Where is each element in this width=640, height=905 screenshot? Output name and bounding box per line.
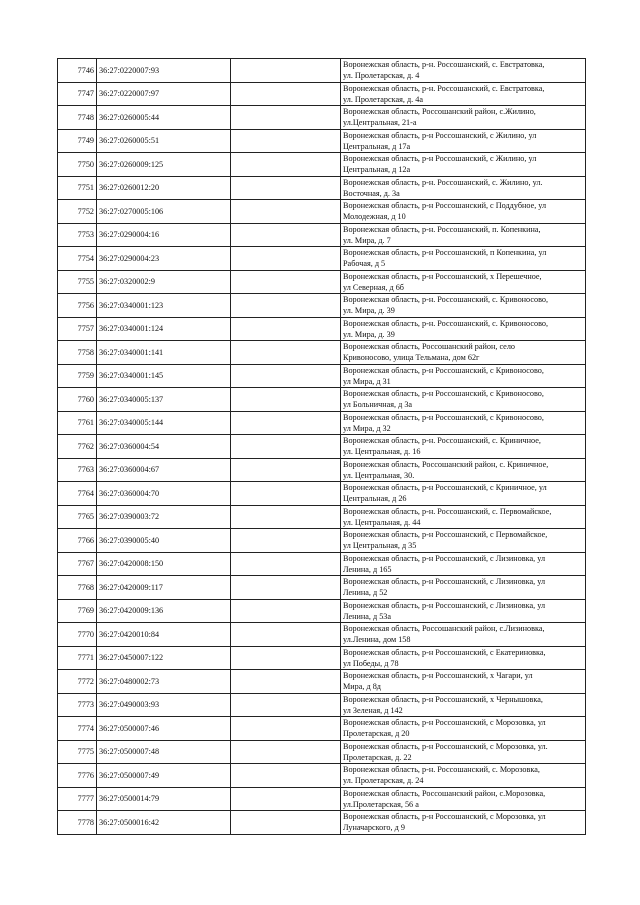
cadastral-number-cell: 36:27:0270005:106 bbox=[97, 200, 231, 224]
address-line-2: Центральная, д 12а bbox=[343, 165, 411, 175]
address-line-2: ул. Центральная, 30. bbox=[343, 470, 415, 480]
cadastral-number-cell: 36:27:0260005:44 bbox=[97, 106, 231, 130]
table-row bbox=[58, 247, 586, 271]
address-line-2: ул. Центральная, д. 16 bbox=[343, 447, 421, 457]
address-cell bbox=[341, 529, 586, 553]
empty-cell bbox=[231, 294, 341, 318]
address-line-1: Воронежская область, р-н. Россошанский, с. Евстратовка, bbox=[343, 60, 545, 69]
address-line-2: Кривоносово, улица Тельмана, дом 62г bbox=[343, 353, 480, 363]
address-line-2: ул Победы, д 78 bbox=[343, 658, 399, 668]
address-line-1: Воронежская область, р-н. Россошанский, с. Жилино, ул. bbox=[343, 177, 543, 187]
cadastral-number-cell: 36:27:0390003:72 bbox=[97, 505, 231, 529]
row-number-cell: 7760 bbox=[58, 388, 97, 412]
row-number-cell: 7773 bbox=[58, 693, 97, 717]
empty-cell bbox=[231, 529, 341, 553]
cadastral-number-cell: 36:27:0260009:125 bbox=[97, 153, 231, 177]
address-line-1: Воронежская область, р-н Россошанский, с Кривоносово, bbox=[343, 365, 544, 375]
table-row bbox=[58, 458, 586, 482]
table-row bbox=[58, 317, 586, 341]
empty-cell bbox=[231, 82, 341, 106]
cadastral-number-cell: 36:27:0220007:93 bbox=[97, 59, 231, 83]
address-line-1: Воронежская область, Россошанский район, с.Морозовка, bbox=[343, 788, 546, 798]
address-line-1: Воронежская область, Россошанский район, село bbox=[343, 342, 515, 351]
address-line-1: Воронежская область, р-н Россошанский, с Жилино, ул bbox=[343, 130, 537, 140]
empty-cell bbox=[231, 59, 341, 83]
table-row bbox=[58, 764, 586, 788]
address-cell bbox=[341, 646, 586, 670]
address-line-2: Ленина, д 52 bbox=[343, 588, 388, 598]
table-row bbox=[58, 106, 586, 130]
row-number-cell: 7770 bbox=[58, 623, 97, 647]
cadastral-number-cell: 36:27:0500007:46 bbox=[97, 717, 231, 741]
address-line-1: Воронежская область, р-н Россошанский, с Поддубное, ул bbox=[343, 201, 547, 210]
empty-cell bbox=[231, 247, 341, 271]
address-line-1: Воронежская область, р-н. Россошанский, п. Копенкина, bbox=[343, 224, 541, 234]
address-line-2: ул Больничная, д 3а bbox=[343, 400, 413, 410]
row-number-cell: 7774 bbox=[58, 717, 97, 741]
empty-cell bbox=[231, 176, 341, 200]
address-cell bbox=[341, 670, 586, 694]
address-line-2: Луначарского, д 9 bbox=[343, 823, 405, 833]
table-row bbox=[58, 388, 586, 412]
address-line-2: Пролетарская, д 20 bbox=[343, 729, 410, 739]
row-number-cell: 7758 bbox=[58, 341, 97, 365]
row-number-cell: 7746 bbox=[58, 59, 97, 83]
address-line-2: Мира, д 8д bbox=[343, 682, 381, 692]
cadastral-number-cell: 36:27:0260005:51 bbox=[97, 129, 231, 153]
address-line-1: Воронежская область, Россошанский район, с.Жилино, bbox=[343, 107, 536, 116]
address-cell bbox=[341, 294, 586, 318]
address-line-2: ул.Центральная, 21-а bbox=[343, 118, 417, 128]
table-row bbox=[58, 341, 586, 365]
empty-cell bbox=[231, 623, 341, 647]
cadastral-number-cell: 36:27:0320002:9 bbox=[97, 270, 231, 294]
address-cell bbox=[341, 59, 586, 83]
table-row bbox=[58, 294, 586, 318]
address-cell bbox=[341, 693, 586, 717]
table-row bbox=[58, 787, 586, 811]
empty-cell bbox=[231, 717, 341, 741]
address-cell bbox=[341, 129, 586, 153]
empty-cell bbox=[231, 670, 341, 694]
empty-cell bbox=[231, 388, 341, 412]
empty-cell bbox=[231, 364, 341, 388]
address-line-2: ул Зеленая, д 142 bbox=[343, 705, 403, 715]
address-line-1: Воронежская область, р-н. Россошанский, с. Первомайское, bbox=[343, 506, 552, 516]
empty-cell bbox=[231, 458, 341, 482]
address-line-2: ул.Пролетарская, 56 а bbox=[343, 799, 419, 809]
address-line-1: Воронежская область, р-н Россошанский, с Морозовка, ул. bbox=[343, 741, 548, 751]
row-number-cell: 7757 bbox=[58, 317, 97, 341]
row-number-cell: 7750 bbox=[58, 153, 97, 177]
address-line-1: Воронежская область, р-н. Россошанский, с. Евстратовка, bbox=[343, 83, 545, 93]
cadastral-number-cell: 36:27:0260012:20 bbox=[97, 176, 231, 200]
table-row bbox=[58, 364, 586, 388]
table-row bbox=[58, 529, 586, 553]
address-line-1: Воронежская область, р-н Россошанский, с Первомайское, bbox=[343, 530, 548, 539]
address-line-1: Воронежская область, р-н Россошанский, х Чернышовка, bbox=[343, 694, 543, 704]
empty-cell bbox=[231, 223, 341, 247]
cadastral-number-cell: 36:27:0290004:16 bbox=[97, 223, 231, 247]
cadastral-number-cell: 36:27:0340005:137 bbox=[97, 388, 231, 412]
address-line-1: Воронежская область, р-н Россошанский, с Лизиновка, ул bbox=[343, 553, 546, 563]
row-number-cell: 7761 bbox=[58, 411, 97, 435]
address-line-2: ул. Мира, д. 7 bbox=[343, 235, 391, 245]
cadastral-number-cell: 36:27:0340001:145 bbox=[97, 364, 231, 388]
address-line-2: ул. Пролетарская, д. 24 bbox=[343, 776, 424, 786]
address-cell bbox=[341, 552, 586, 576]
table-row bbox=[58, 646, 586, 670]
empty-cell bbox=[231, 646, 341, 670]
address-line-1: Воронежская область, р-н Россошанский, с Кривоносово, bbox=[343, 389, 544, 398]
address-line-2: Ленина, д 165 bbox=[343, 564, 392, 574]
table-row bbox=[58, 129, 586, 153]
address-line-1: Воронежская область, р-н Россошанский, с Криничное, ул bbox=[343, 483, 547, 492]
cadastral-number-cell: 36:27:0420008:150 bbox=[97, 552, 231, 576]
table-row bbox=[58, 552, 586, 576]
table-row bbox=[58, 599, 586, 623]
address-line-2: Восточная, д. 3а bbox=[343, 188, 400, 198]
address-line-2: Молодежная, д 10 bbox=[343, 212, 406, 222]
address-line-2: ул Мира, д 31 bbox=[343, 376, 391, 386]
table-row bbox=[58, 223, 586, 247]
table-row bbox=[58, 693, 586, 717]
empty-cell bbox=[231, 505, 341, 529]
address-line-2: Ленина, д 53а bbox=[343, 611, 392, 621]
table-row bbox=[58, 176, 586, 200]
row-number-cell: 7778 bbox=[58, 811, 97, 835]
row-number-cell: 7759 bbox=[58, 364, 97, 388]
row-number-cell: 7763 bbox=[58, 458, 97, 482]
row-number-cell: 7768 bbox=[58, 576, 97, 600]
cadastral-number-cell: 36:27:0450007:122 bbox=[97, 646, 231, 670]
address-cell bbox=[341, 388, 586, 412]
table-row bbox=[58, 153, 586, 177]
address-line-2: Центральная, д 26 bbox=[343, 494, 407, 504]
table-row bbox=[58, 740, 586, 764]
address-cell bbox=[341, 176, 586, 200]
cadastral-number-cell: 36:27:0500016:42 bbox=[97, 811, 231, 835]
row-number-cell: 7766 bbox=[58, 529, 97, 553]
address-line-2: ул. Пролетарская, д. 4 bbox=[343, 71, 420, 81]
address-line-2: Центральная, д 17а bbox=[343, 141, 411, 151]
table-row bbox=[58, 670, 586, 694]
address-cell bbox=[341, 599, 586, 623]
row-number-cell: 7771 bbox=[58, 646, 97, 670]
address-cell bbox=[341, 200, 586, 224]
address-line-1: Воронежская область, р-н Россошанский, х Перешечное, bbox=[343, 271, 542, 281]
cadastral-number-cell: 36:27:0420009:136 bbox=[97, 599, 231, 623]
row-number-cell: 7754 bbox=[58, 247, 97, 271]
cadastral-number-cell: 36:27:0500007:48 bbox=[97, 740, 231, 764]
row-number-cell: 7751 bbox=[58, 176, 97, 200]
cadastral-number-cell: 36:27:0340001:141 bbox=[97, 341, 231, 365]
address-cell bbox=[341, 106, 586, 130]
address-line-1: Воронежская область, р-н Россошанский, с Морозовка, ул bbox=[343, 812, 546, 821]
address-line-2: Рабочая, д 5 bbox=[343, 259, 386, 269]
address-cell bbox=[341, 740, 586, 764]
address-line-1: Воронежская область, Россошанский район, с. Криничное, bbox=[343, 459, 549, 469]
address-line-2: ул Мира, д 32 bbox=[343, 423, 391, 433]
empty-cell bbox=[231, 153, 341, 177]
cadastral-number-cell: 36:27:0360004:67 bbox=[97, 458, 231, 482]
registry-table bbox=[57, 58, 586, 835]
table-row bbox=[58, 811, 586, 835]
address-cell bbox=[341, 223, 586, 247]
table-row bbox=[58, 435, 586, 459]
empty-cell bbox=[231, 552, 341, 576]
empty-cell bbox=[231, 740, 341, 764]
address-cell bbox=[341, 458, 586, 482]
row-number-cell: 7764 bbox=[58, 482, 97, 506]
address-line-1: Воронежская область, р-н Россошанский, п Копенкина, ул bbox=[343, 248, 547, 257]
address-cell bbox=[341, 364, 586, 388]
row-number-cell: 7777 bbox=[58, 787, 97, 811]
address-cell bbox=[341, 82, 586, 106]
table-row bbox=[58, 82, 586, 106]
empty-cell bbox=[231, 435, 341, 459]
empty-cell bbox=[231, 576, 341, 600]
table-row bbox=[58, 59, 586, 83]
address-line-2: ул. Мира, д. 39 bbox=[343, 306, 395, 316]
row-number-cell: 7756 bbox=[58, 294, 97, 318]
row-number-cell: 7762 bbox=[58, 435, 97, 459]
row-number-cell: 7749 bbox=[58, 129, 97, 153]
row-number-cell: 7752 bbox=[58, 200, 97, 224]
address-line-1: Воронежская область, р-н. Россошанский, с. Криничное, bbox=[343, 436, 541, 445]
cadastral-number-cell: 36:27:0360004:70 bbox=[97, 482, 231, 506]
address-line-1: Воронежская область, р-н Россошанский, с Морозовка, ул bbox=[343, 718, 546, 727]
address-line-1: Воронежская область, р-н Россошанский, с Лизиновка, ул bbox=[343, 600, 546, 610]
row-number-cell: 7747 bbox=[58, 82, 97, 106]
address-cell bbox=[341, 435, 586, 459]
table-row bbox=[58, 482, 586, 506]
row-number-cell: 7748 bbox=[58, 106, 97, 130]
table-row bbox=[58, 411, 586, 435]
address-line-1: Воронежская область, р-н. Россошанский, с. Морозовка, bbox=[343, 765, 540, 774]
row-number-cell: 7772 bbox=[58, 670, 97, 694]
address-line-1: Воронежская область, р-н Россошанский, с Екатериновка, bbox=[343, 647, 546, 657]
empty-cell bbox=[231, 106, 341, 130]
address-line-1: Воронежская область, р-н Россошанский, с Кривоносово, bbox=[343, 412, 544, 422]
address-cell bbox=[341, 341, 586, 365]
address-line-2: ул Северная, д 6б bbox=[343, 282, 404, 292]
address-cell bbox=[341, 717, 586, 741]
row-number-cell: 7755 bbox=[58, 270, 97, 294]
cadastral-number-cell: 36:27:0500007:49 bbox=[97, 764, 231, 788]
cadastral-number-cell: 36:27:0480002:73 bbox=[97, 670, 231, 694]
row-number-cell: 7765 bbox=[58, 505, 97, 529]
cadastral-number-cell: 36:27:0340001:124 bbox=[97, 317, 231, 341]
cadastral-number-cell: 36:27:0390005:40 bbox=[97, 529, 231, 553]
cadastral-number-cell: 36:27:0290004:23 bbox=[97, 247, 231, 271]
address-cell bbox=[341, 153, 586, 177]
empty-cell bbox=[231, 482, 341, 506]
address-line-2: ул. Мира, д. 39 bbox=[343, 329, 395, 339]
address-cell bbox=[341, 787, 586, 811]
row-number-cell: 7767 bbox=[58, 552, 97, 576]
cadastral-number-cell: 36:27:0490003:93 bbox=[97, 693, 231, 717]
address-cell bbox=[341, 247, 586, 271]
address-line-2: ул. Пролетарская, д. 4а bbox=[343, 94, 423, 104]
empty-cell bbox=[231, 693, 341, 717]
table-row bbox=[58, 717, 586, 741]
address-cell bbox=[341, 482, 586, 506]
row-number-cell: 7753 bbox=[58, 223, 97, 247]
empty-cell bbox=[231, 411, 341, 435]
address-cell bbox=[341, 505, 586, 529]
row-number-cell: 7776 bbox=[58, 764, 97, 788]
address-line-2: ул Центральная, д 35 bbox=[343, 541, 417, 551]
address-line-2: ул.Ленина, дом 158 bbox=[343, 635, 411, 645]
address-line-2: ул. Центральная, д. 44 bbox=[343, 517, 421, 527]
empty-cell bbox=[231, 764, 341, 788]
address-line-1: Воронежская область, р-н Россошанский, с Лизиновка, ул bbox=[343, 577, 546, 586]
cadastral-number-cell: 36:27:0420010:84 bbox=[97, 623, 231, 647]
cadastral-number-cell: 36:27:0360004:54 bbox=[97, 435, 231, 459]
cadastral-number-cell: 36:27:0340001:123 bbox=[97, 294, 231, 318]
cadastral-number-cell: 36:27:0340005:144 bbox=[97, 411, 231, 435]
row-number-cell: 7775 bbox=[58, 740, 97, 764]
cadastral-number-cell: 36:27:0220007:97 bbox=[97, 82, 231, 106]
cadastral-number-cell: 36:27:0420009:117 bbox=[97, 576, 231, 600]
empty-cell bbox=[231, 341, 341, 365]
address-line-2: Пролетарская, д. 22 bbox=[343, 752, 412, 762]
address-cell bbox=[341, 270, 586, 294]
address-cell bbox=[341, 811, 586, 835]
address-line-1: Воронежская область, Россошанский район, с.Лизиновка, bbox=[343, 624, 545, 633]
table-row bbox=[58, 576, 586, 600]
empty-cell bbox=[231, 811, 341, 835]
address-cell bbox=[341, 623, 586, 647]
empty-cell bbox=[231, 787, 341, 811]
row-number-cell: 7769 bbox=[58, 599, 97, 623]
address-cell bbox=[341, 764, 586, 788]
address-line-1: Воронежская область, р-н Россошанский, с Жилино, ул bbox=[343, 154, 537, 163]
address-cell bbox=[341, 317, 586, 341]
empty-cell bbox=[231, 270, 341, 294]
table-row bbox=[58, 200, 586, 224]
table-row bbox=[58, 623, 586, 647]
table-row bbox=[58, 505, 586, 529]
cadastral-number-cell: 36:27:0500014:79 bbox=[97, 787, 231, 811]
table-row bbox=[58, 270, 586, 294]
address-cell bbox=[341, 411, 586, 435]
address-line-1: Воронежская область, р-н Россошанский, х Чагари, ул bbox=[343, 671, 533, 680]
address-line-1: Воронежская область, р-н. Россошанский, с. Кривоносово, bbox=[343, 318, 549, 328]
address-line-1: Воронежская область, р-н. Россошанский, с. Кривоносово, bbox=[343, 295, 549, 304]
empty-cell bbox=[231, 129, 341, 153]
empty-cell bbox=[231, 200, 341, 224]
empty-cell bbox=[231, 599, 341, 623]
address-cell bbox=[341, 576, 586, 600]
registry-table-body bbox=[58, 59, 586, 835]
empty-cell bbox=[231, 317, 341, 341]
